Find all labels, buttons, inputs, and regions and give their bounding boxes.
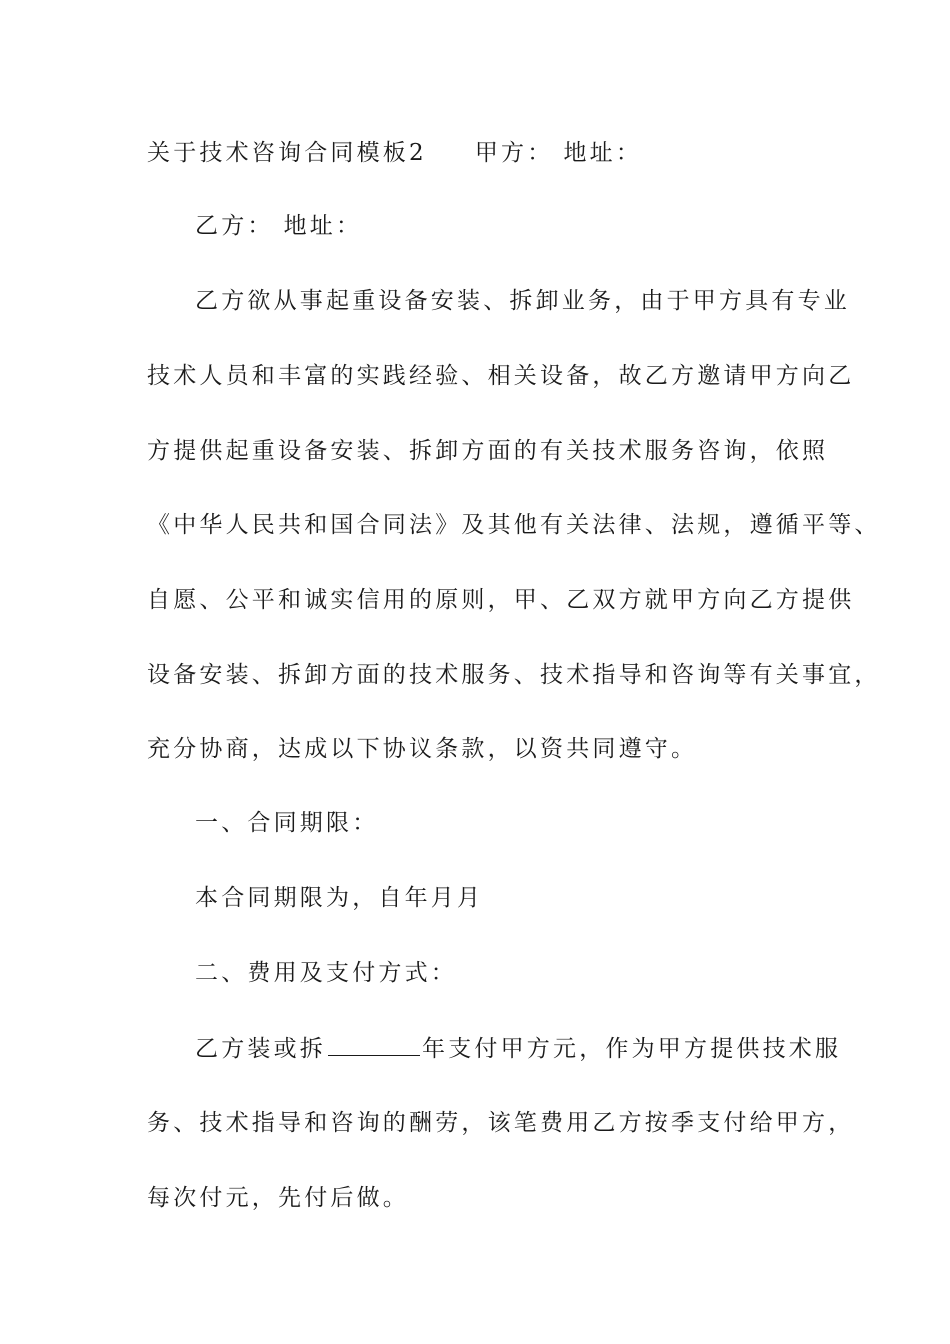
fees-line-1 xyxy=(195,1033,885,1064)
paragraph-line: 《中华人民共和国合同法》及其他有关法律、法规，遵循平等、 xyxy=(147,512,881,538)
party-a-address-label: 地址： xyxy=(563,140,643,166)
paragraph-line: 充分协商，达成以下协议条款，以资共同遵守。 xyxy=(147,736,698,762)
party-b-row xyxy=(195,211,885,241)
paragraph-line: 技术人员和丰富的实践经验、相关设备，故乙方邀请甲方向乙 xyxy=(147,363,855,389)
section-heading-fees: 二、费用及支付方式： xyxy=(195,960,457,986)
paragraph-line: 乙方欲从事起重设备安装、拆卸业务，由于甲方具有专业 xyxy=(195,288,850,314)
fees-line-3: 每次付元，先付后做。 xyxy=(147,1185,409,1211)
party-a-label: 甲方： xyxy=(474,140,554,166)
party-b-label: 乙方： xyxy=(195,213,274,239)
paragraph-line: 方提供起重设备安装、拆卸方面的有关技术服务咨询，依照 xyxy=(147,438,829,464)
fees-text-after-blank: 年支付甲方元，作为甲方提供技术服 xyxy=(422,1036,842,1062)
paragraph-line: 自愿、公平和诚实信用的原则，甲、乙双方就甲方向乙方提供 xyxy=(147,587,855,613)
fees-text-before-blank: 乙方装或拆 xyxy=(195,1036,326,1062)
paragraph-line: 设备安装、拆卸方面的技术服务、技术指导和咨询等有关事宜， xyxy=(147,662,881,688)
section-text-term: 本合同期限为，自年月月 xyxy=(195,885,484,911)
section-heading-term: 一、合同期限： xyxy=(195,810,379,836)
fill-in-blank xyxy=(328,1033,420,1056)
fees-line-2: 务、技术指导和咨询的酬劳，该笔费用乙方按季支付给甲方， xyxy=(147,1110,855,1136)
title-row xyxy=(147,138,837,168)
document-title: 关于技术咨询合同模板2 xyxy=(147,140,427,166)
party-b-address-label: 地址： xyxy=(283,213,363,239)
